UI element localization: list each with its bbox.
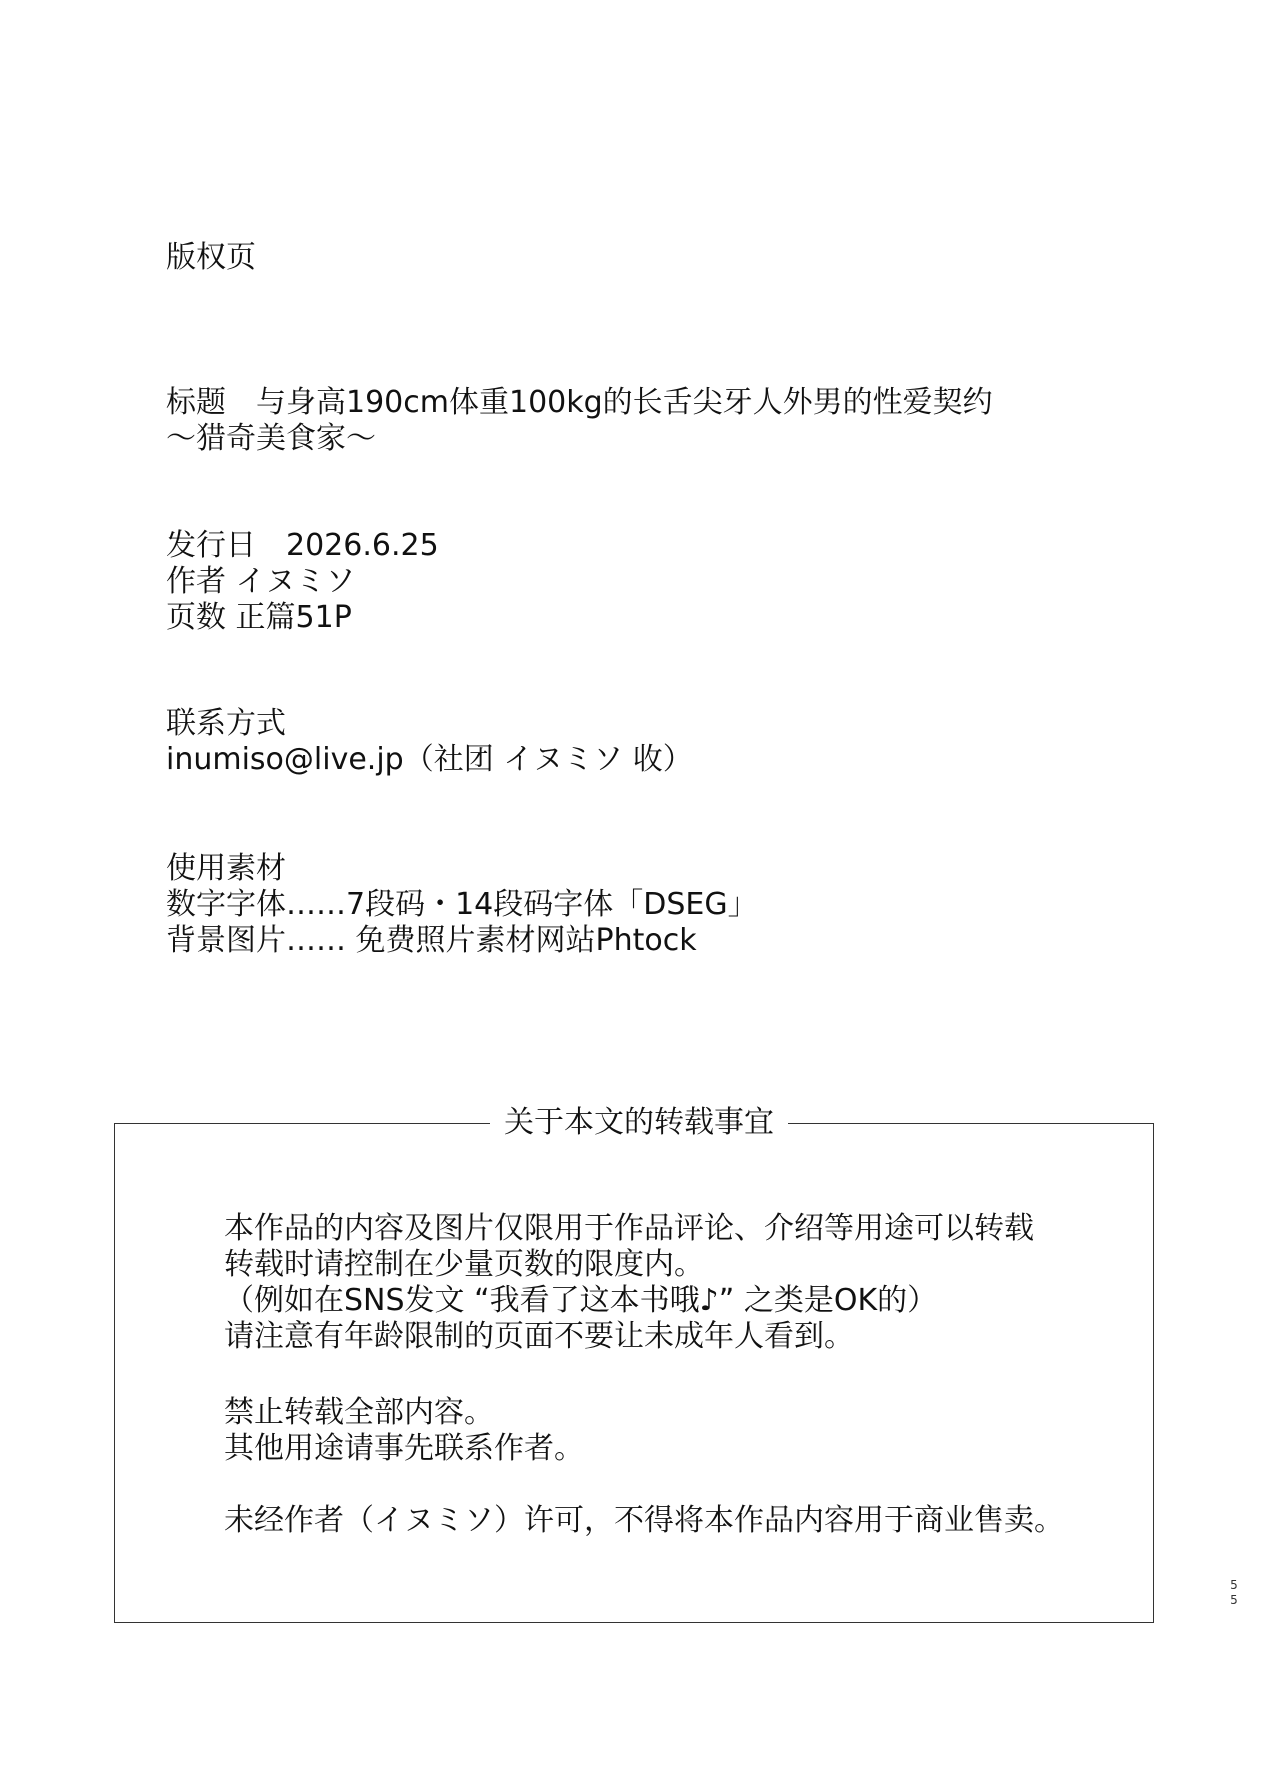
notice-line: 请注意有年龄限制的页面不要让未成年人看到。 [224, 1319, 854, 1354]
contact-heading: 联系方式 [166, 706, 286, 741]
colophon-heading: 版权页 [166, 240, 256, 275]
page-number-digit: 5 [1230, 1593, 1238, 1607]
materials-heading: 使用素材 [166, 851, 286, 886]
author-line: 作者 イヌミソ [166, 564, 356, 599]
notice-line: 禁止转载全部内容。 [224, 1395, 494, 1430]
contact-info: inumiso@live.jp（社团 イヌミソ 收） [166, 742, 693, 777]
page-count-line: 页数 正篇51P [166, 600, 352, 635]
notice-line: （例如在SNS发文 “我看了这本书哦♪” 之类是OK的） [224, 1283, 938, 1318]
work-title-line-1: 标题 与身高190cm体重100kg的长舌尖牙人外男的性爱契约 [166, 385, 993, 420]
work-title-line-2: ～猎奇美食家～ [166, 421, 376, 456]
material-font-credit: 数字字体……7段码・14段码字体「DSEG」 [166, 887, 758, 922]
notice-line: 本作品的内容及图片仅限用于作品评论、介绍等用途可以转载 [224, 1211, 1034, 1246]
page-number-digit: 5 [1230, 1578, 1238, 1592]
notice-line: 其他用途请事先联系作者。 [224, 1431, 584, 1466]
notice-line: 转载时请控制在少量页数的限度内。 [224, 1247, 704, 1282]
page-number [1228, 1578, 1240, 1608]
notice-line: 未经作者（イヌミソ）许可，不得将本作品内容用于商业售卖。 [224, 1503, 1064, 1538]
reprint-notice-title: 关于本文的转载事宜 [490, 1103, 788, 1143]
reprint-notice-box [114, 1123, 1154, 1623]
release-date: 发行日 2026.6.25 [166, 528, 439, 563]
material-background-credit: 背景图片…… 免费照片素材网站Phtock [166, 923, 697, 958]
